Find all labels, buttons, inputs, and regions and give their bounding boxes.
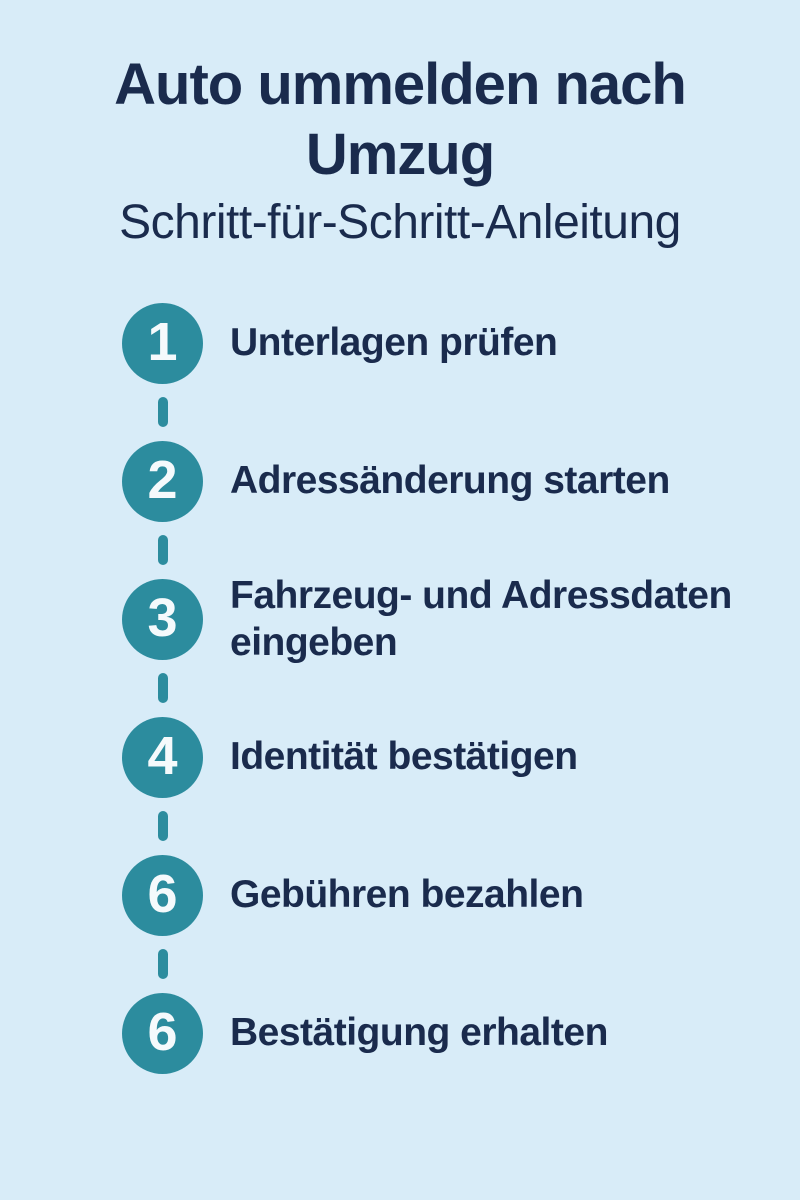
step-connector — [122, 383, 203, 441]
step-number-badge: 4 — [122, 717, 203, 798]
page-title-line-1: Auto ummelden nach — [114, 52, 686, 117]
connector-dash-icon — [158, 811, 168, 841]
connector-dash-icon — [158, 673, 168, 703]
step-number-badge: 6 — [122, 855, 203, 936]
step-label: Adressänderung starten — [230, 459, 670, 503]
step-connector — [122, 797, 203, 855]
step-label: Bestätigung erhalten — [230, 1011, 608, 1055]
step-label: Gebühren bezahlen — [230, 873, 584, 917]
step-connector — [122, 935, 203, 993]
step-label: Fahrzeug- und Adressdaten eingeben — [230, 573, 732, 665]
step-row-5 — [122, 855, 800, 935]
connector-dash-icon — [158, 397, 168, 427]
page-subtitle: Schritt-für-Schritt-Anleitung — [119, 196, 681, 250]
step-label: Identität bestätigen — [230, 735, 578, 779]
step-connector — [122, 521, 203, 579]
header — [0, 0, 800, 253]
step-label: Unterlagen prüfen — [230, 321, 558, 365]
step-row-6 — [122, 993, 800, 1073]
step-number-badge: 1 — [122, 303, 203, 384]
connector-dash-icon — [158, 949, 168, 979]
step-number-badge: 3 — [122, 579, 203, 660]
step-row-1 — [122, 303, 800, 383]
step-number-badge: 2 — [122, 441, 203, 522]
page-title-line-2: Umzug — [305, 121, 495, 187]
step-connector — [122, 659, 203, 717]
step-row-4 — [122, 717, 800, 797]
step-row-2 — [122, 441, 800, 521]
step-number-badge: 6 — [122, 993, 203, 1074]
page-title — [0, 50, 800, 189]
steps-list — [0, 303, 800, 1073]
connector-dash-icon — [158, 535, 168, 565]
step-row-3 — [122, 573, 800, 665]
